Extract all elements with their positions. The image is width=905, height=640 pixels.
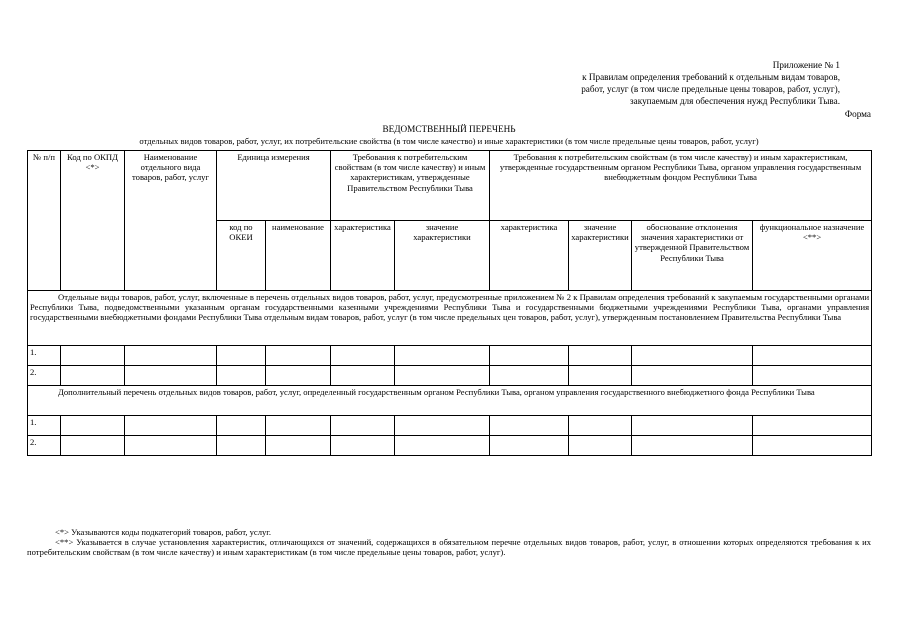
appendix-line-2: работ, услуг (в том числе предельные цены товаров, работ, услуг), <box>581 84 840 94</box>
appendix-line-3: закупаемым для обеспечения нужд Республики Тыва. <box>630 96 840 106</box>
footnote-2: <**> Указывается в случае установления характеристик, отличающихся от значений, содержащихся в обязательном перечне отдельных видов товаров, работ, услуг, в отношении которых определяются требования к их потребительским свойствам (в том числе качеству) и иным характеристикам (в том числе предельные цены товаров, работ, услуг). <box>27 537 871 557</box>
table-row <box>28 346 872 366</box>
row-number: 1. <box>28 346 61 366</box>
header-number: № п/п <box>28 151 61 291</box>
table-row <box>28 416 872 436</box>
footnote-1: <*> Указываются коды подкатегорий товаров, работ, услуг. <box>55 527 272 537</box>
section-mandatory-list: Отдельные виды товаров, работ, услуг, включенные в перечень отдельных видов товаров, работ, услуг, предусмотренные приложением № 2 к Правилам определения требований к закупаемым государственными органами Республики Тыва, подведомственными указанным органам государственными казенными учреждениями Республики Тыва и государственными бюджетными учреждениями Республики Тыва, органами управления государственными внебюджетными фондами Республики Тыва отдельным видам товаров, работ, услуг (в том числе предельных цен товаров, работ, услуг), утвержденным постановлением Правительства Республики Тыва <box>28 291 872 346</box>
document-title: ВЕДОМСТВЕННЫЙ ПЕРЕЧЕНЬ <box>382 124 516 134</box>
header-value-organ: значение характеристики <box>569 221 632 291</box>
section-additional-list: Дополнительный перечень отдельных видов товаров, работ, услуг, определенный государственным органом Республики Тыва, органом управления государственного внебюджетного фонда Республики Тыва <box>28 386 872 416</box>
header-requirements-organ: Требования к потребительским свойствам (в том числе качеству) и иным характеристикам, утвержденные государственным органом Республики Тыва, органом управления государственным внебюджетным фондом Республики Тыва <box>490 151 872 221</box>
header-functional-purpose: функциональное назначение <**> <box>753 221 872 291</box>
footnotes <box>27 527 871 557</box>
requirements-table <box>27 150 872 456</box>
header-characteristic-organ: характеристика <box>490 221 569 291</box>
header-unit-name: наименование <box>266 221 331 291</box>
header-value-gov: значение характеристики <box>395 221 490 291</box>
table-row <box>28 436 872 456</box>
header-characteristic-gov: характеристика <box>331 221 395 291</box>
header-item-name: Наименование отдельного вида товаров, работ, услуг <box>125 151 217 291</box>
header-unit: Единица измерения <box>217 151 331 221</box>
document-subtitle: отдельных видов товаров, работ, услуг, их потребительские свойства (в том числе качество) и иные характеристики (в том числе предельные цены товаров, работ, услуг) <box>139 136 759 146</box>
header-okei-code: код по ОКЕИ <box>217 221 266 291</box>
appendix-line-1: к Правилам определения требований к отдельным видам товаров, <box>582 72 840 82</box>
table-row <box>28 366 872 386</box>
row-number: 2. <box>28 366 61 386</box>
header-okpd-code: Код по ОКПД <*> <box>61 151 125 291</box>
header-deviation-justification: обоснование отклонения значения характеристики от утвержденной Правительством Республики Тыва <box>632 221 753 291</box>
appendix-title: Приложение № 1 <box>772 60 840 70</box>
row-number: 2. <box>28 436 61 456</box>
form-label: Форма <box>844 109 871 119</box>
header-requirements-government: Требования к потребительским свойствам (в том числе качеству) и иным характеристикам, утвержденные Правительством Республики Тыва <box>331 151 490 221</box>
row-number: 1. <box>28 416 61 436</box>
